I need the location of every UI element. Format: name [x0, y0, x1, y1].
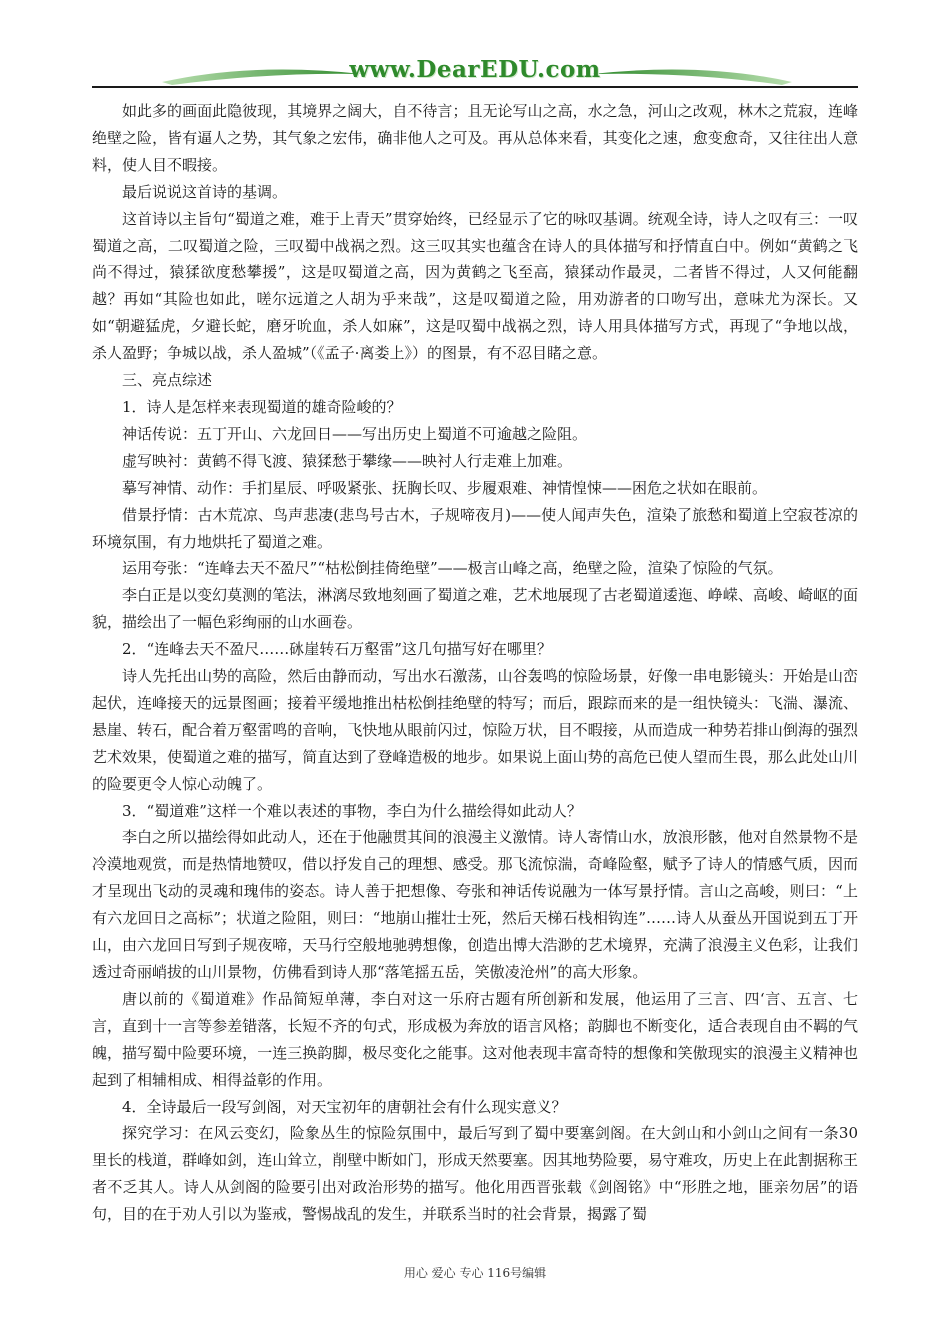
paragraph: 李白之所以描绘得如此动人，还在于他融贯其间的浪漫主义激情。诗人寄情山水，放浪形骸，他对自然景物不是冷漠地观赏，而是热情地赞叹，借以抒发自己的理想、感受。那飞流惊湍，奇峰险壑，赋予了诗人的情感气质，因而才呈现出飞动的灵魂和瑰伟的姿态。诗人善于把想像、夸张和神话传说融为一体写景抒情。言山之高峻，则曰：“上有六龙回日之高标”；状道之险阻，则曰：“地崩山摧壮士死，然后天梯石栈相钩连”……诗人从蚕丛开国说到五丁开山，由六龙回日写到子规夜啼，天马行空般地驰骋想像，创造出博大浩渺的艺术境界，充满了浪漫主义色彩，让我们透过奇丽峭拔的山川景物，仿佛看到诗人那“落笔摇五岳，笑傲凌沧州”的高大形象。	[92, 828, 858, 981]
paragraph: 诗人先托出山势的高险，然后由静而动，写出水石激荡，山谷轰鸣的惊险场景，好像一串电影镜头：开始是山峦起伏，连峰接天的远景图画；接着平缓地推出枯松倒挂绝壁的特写；而后，跟踪而来的是一组快镜头：飞湍、瀑流、悬崖、转石，配合着万壑雷鸣的音响，飞快地从眼前闪过，惊险万状，目不暇接，从而造成一种势若排山倒海的强烈艺术效果，使蜀道之难的描写，简直达到了登峰造极的地步。如果说上面山势的高危已使人望而生畏，那么此处山川的险要更令人惊心动魄了。	[92, 667, 858, 793]
question-heading: 1．诗人是怎样来表现蜀道的雄奇险峻的？	[122, 397, 402, 416]
page-footer: 用心 爱心 专心 116号编辑	[403, 1266, 547, 1280]
paragraph: 李白正是以变幻莫测的笔法，淋漓尽致地刻画了蜀道之难，艺术地展现了古老蜀道逶迤、峥嵘、高峻、崎岖的面貌，描绘出了一幅色彩绚丽的山水画卷。	[92, 586, 858, 632]
paragraph: 探究学习：在风云变幻，险象丛生的惊险氛围中，最后写到了蜀中要塞剑阁。在大剑山和小剑山之间有一条30里长的栈道，群峰如剑，连山耸立，削壁中断如门，形成天然要塞。因其地势险要，易守难攻，历史上在此割据称王者不乏其人。诗人从剑阁的险要引出对政治形势的描写。他化用西晋张载《剑阁铭》中“形胜之地，匪亲勿居”的语句，目的在于劝人引以为鉴戒，警惕战乱的发生，并联系当时的社会背景，揭露了蜀	[92, 1124, 858, 1224]
article-body	[92, 98, 858, 1228]
question-heading: 2．“连峰去天不盈尺……砯崖转石万壑雷”这几句描写好在哪里？	[122, 640, 552, 659]
site-logo[interactable]: www.DearEDU.com	[349, 56, 601, 83]
paragraph: 最后说说这首诗的基调。	[122, 182, 288, 201]
question-heading: 3．“蜀道难”这样一个难以表述的事物，李白为什么描绘得如此动人？	[122, 801, 582, 820]
page-header	[92, 52, 858, 94]
paragraph: 神话传说：五丁开山、六龙回日——写出历史上蜀道不可逾越之险阻。	[122, 424, 588, 443]
section-heading: 三、亮点综述	[122, 371, 213, 390]
paragraph: 摹写神情、动作：手扪星辰、呼吸紧张、抚胸长叹、步履艰难、神情惶悚——困危之状如在眼前。	[122, 478, 768, 497]
header-divider	[92, 86, 858, 88]
paragraph: 借景抒情：古木荒凉、鸟声悲凄(悲鸟号古木，子规啼夜月)——使人闻声失色，渲染了旅愁和蜀道上空寂苍凉的环境氛围，有力地烘托了蜀道之难。	[92, 505, 858, 551]
paragraph: 唐以前的《蜀道难》作品简短单薄，李白对这一乐府古题有所创新和发展，他运用了三言、四‘言、五言、七言，直到十一言等参差错落，长短不齐的句式，形成极为奔放的语言风格；韵脚也不断变化，适合表现自由不羁的气魄，描写蜀中险要环境，一连三换韵脚，极尽变化之能事。这对他表现丰富奇特的想像和笑傲现实的浪漫主义精神也起到了相辅相成、相得益彰的作用。	[92, 989, 858, 1089]
paragraph: 如此多的画面此隐彼现，其境界之阔大，自不待言；且无论写山之高，水之急，河山之改观，林木之荒寂，连峰绝壁之险，皆有逼人之势，其气象之宏伟，确非他人之可及。再从总体来看，其变化之速，愈变愈奇，又往往出人意料，使人目不暇接。	[92, 102, 858, 174]
paragraph: 虚写映衬：黄鹤不得飞渡、猿猱愁于攀缘——映衬人行走难上加难。	[122, 451, 573, 470]
paragraph: 运用夸张：“连峰去天不盈尺”“枯松倒挂倚绝壁”——极言山峰之高，绝壁之险，渲染了惊险的气氛。	[122, 559, 783, 578]
question-heading: 4．全诗最后一段写剑阁，对天宝初年的唐朝社会有什么现实意义？	[122, 1097, 567, 1116]
paragraph: 这首诗以主旨句“蜀道之难，难于上青天”贯穿始终，已经显示了它的咏叹基调。统观全诗，诗人之叹有三：一叹蜀道之高，二叹蜀道之险，三叹蜀中战祸之烈。这三叹其实也蕴含在诗人的具体描写和抒情直白中。例如“黄鹤之飞尚不得过，猿猱欲度愁攀援”，这是叹蜀道之高，因为黄鹤之飞至高，猿猱动作最灵，二者皆不得过，人又何能翻越？再如“其险也如此，嗟尔远道之人胡为乎来哉”，这是叹蜀道之险，用劝游者的口吻写出，意味尤为深长。又如“朝避猛虎，夕避长蛇，磨牙吮血，杀人如麻”，这是叹蜀中战祸之烈，诗人用具体描写方式，再现了“争地以战，杀人盈野；争城以战，杀人盈城”（《孟子·离娄上》）的图景，有不忍目睹之意。	[92, 209, 858, 363]
